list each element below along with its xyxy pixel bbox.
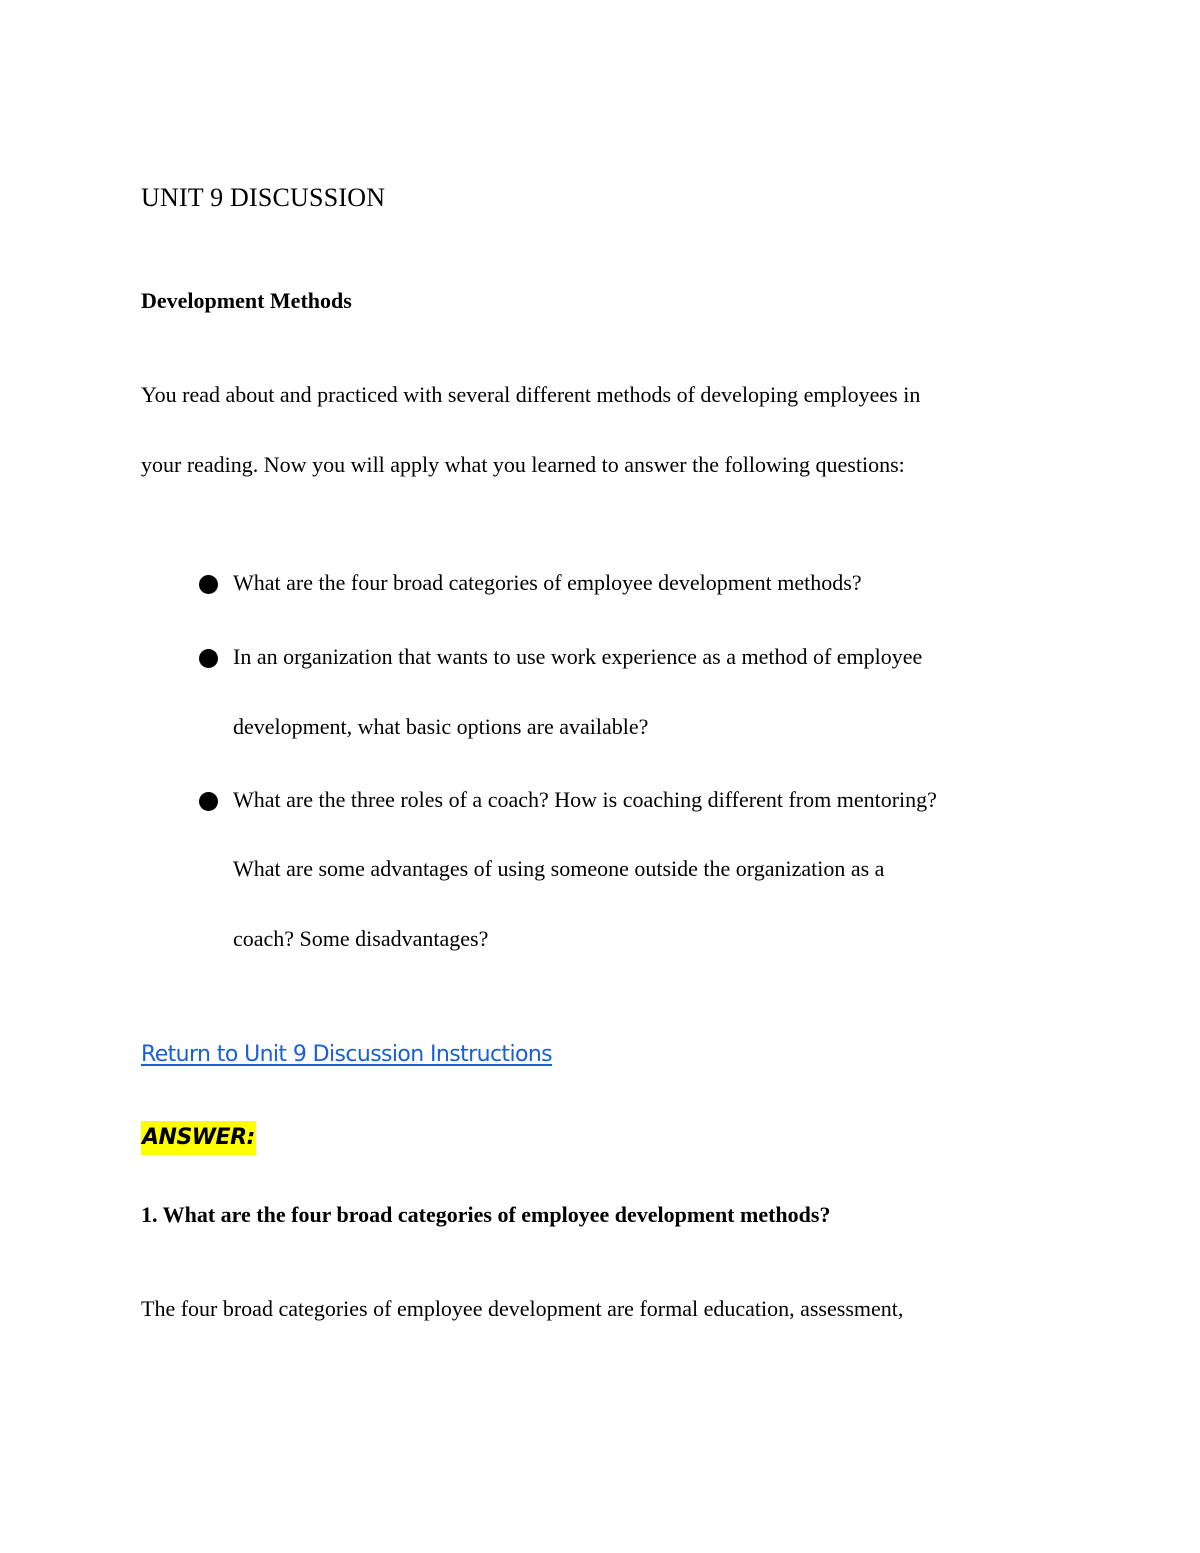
page-title: UNIT 9 DISCUSSION <box>141 183 386 212</box>
section-subtitle: Development Methods <box>141 288 352 313</box>
bullet-2-line-1: In an organization that wants to use work experience as a method of employee <box>233 644 923 669</box>
answer-1-line-1: The four broad categories of employee development are formal education, assessment, <box>141 1296 904 1321</box>
return-to-instructions-link[interactable]: Return to Unit 9 Discussion Instructions <box>141 1042 553 1067</box>
intro-line-1: You read about and practiced with several different methods of developing employees in <box>141 382 921 407</box>
bullet-3-line-3: coach? Some disadvantages? <box>233 926 489 951</box>
bullet-1-line-1: What are the four broad categories of employee development methods? <box>233 570 862 595</box>
bullet-3-line-2: What are some advantages of using someone outside the organization as a <box>233 856 885 881</box>
bullet-3-line-1: What are the three roles of a coach? How is coaching different from mentoring? <box>233 787 937 812</box>
bullet-dot-icon <box>199 575 218 594</box>
bullet-2-line-2: development, what basic options are available? <box>233 714 649 739</box>
answer-label: ANSWER: <box>141 1121 256 1155</box>
question-1-heading: 1. What are the four broad categories of employee development methods? <box>141 1202 831 1227</box>
intro-line-2: your reading. Now you will apply what you learned to answer the following questions: <box>141 452 905 477</box>
bullet-dot-icon <box>199 792 218 811</box>
bullet-dot-icon <box>199 649 218 668</box>
